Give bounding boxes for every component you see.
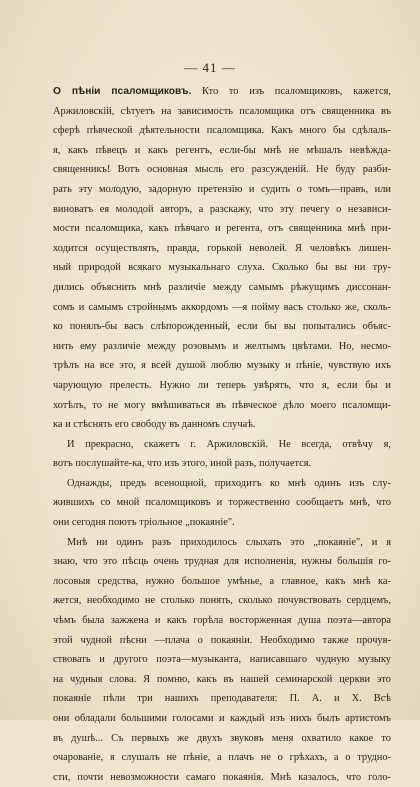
text-line-content: жется, необходимо не столько понять, сколько почувствовать сердцемъ, <box>53 595 391 607</box>
text-line <box>53 141 391 161</box>
text-line-content: сомъ и самымъ стройнымъ аккордомъ —я пойму васъ столько же, сколь- <box>53 301 391 313</box>
text-line <box>53 356 391 376</box>
text-line <box>53 337 391 357</box>
text-line <box>53 219 391 239</box>
text-line-content: чарующую прелесть. Нужно ли теперь увѣрять, что я, если бы и <box>53 379 391 391</box>
text-line-content: Аржиловскій, сѣтуетъ на зависимость псаломщика отъ священника въ <box>53 105 391 117</box>
text-line-content: жившихъ со мной псаломщиковъ и торжественно сообщаетъ мнѣ, что <box>53 497 391 509</box>
text-line-content: дились объяснить мнѣ различіе между самымъ рѣжущимъ диссонан- <box>53 281 391 293</box>
text-line-content: въ душѣ... Съ первыхъ же двухъ звуковъ меня охватило какое то <box>53 732 391 744</box>
text-line-content: нить ему различіе между розовымъ и желтымъ цвѣтами. Но, несмо- <box>53 340 391 352</box>
text-line-content: Однажды, предъ всенощной, приходитъ ко мнѣ одинъ изъ слу- <box>67 477 391 489</box>
text-line <box>53 513 391 533</box>
text-line <box>53 709 391 729</box>
text-line <box>53 552 391 572</box>
text-line-content: я, какъ пѣвецъ и какъ регентъ, если-бы мнѣ не мѣшалъ невѣжда- <box>53 144 391 156</box>
text-line-content: сферѣ пѣвческой дѣятельности псаломщика. Какъ много бы сдѣлаль- <box>53 125 391 137</box>
text-line <box>53 239 391 259</box>
text-line-content: И прекрасно, скажетъ г. Аржиловскій. Не всегда, отвѣчу я, <box>67 438 391 450</box>
page-number: — 41 — <box>184 60 236 75</box>
text-line <box>53 415 391 435</box>
text-line-content: сти, почти невозможности самаго покаянія. Мнѣ казалось, что голо- <box>53 771 391 783</box>
text-line-content: виноватъ ея молодой авторъ, а разскажу, что эту печегу о независи- <box>53 203 391 215</box>
text-line <box>53 611 391 631</box>
text-line <box>53 376 391 396</box>
text-line <box>53 729 391 749</box>
text-line <box>53 121 391 141</box>
text-line <box>53 200 391 220</box>
text-line <box>53 533 391 553</box>
text-line <box>53 493 391 513</box>
text-line <box>53 748 391 768</box>
text-line <box>53 474 391 494</box>
text-line-content: мости псаломщика, какъ пѣвчаго и регента, отъ священника мнѣ при- <box>53 223 391 235</box>
text-line-content: ко понялъ-бы васъ слѣпорожденный, если бы вы попытались объяс- <box>53 321 391 333</box>
text-line-content: лосовыя средства, нужно большое умѣнье, а главное, какъ мнѣ ка- <box>53 575 391 587</box>
text-line-content: Мнѣ ни одинъ разъ приходилось слыхать это „покаяніе", и я <box>67 536 391 548</box>
text-line-content: знаю, что это пѣсць очень трудная для исполненія, нужны большія го- <box>53 556 391 568</box>
text-line-content: трѣлъ на все это, я всей душой люблю музыку и пѣніе, чувствую ихъ <box>53 360 391 372</box>
text-line <box>53 82 391 102</box>
text-line-content: ходится осуществлять, правда, горькой неволей. Я человѣкъ лишен- <box>53 242 391 254</box>
text-line-content: священникъ! Вотъ основная мысль его разсужденій. Не буду разби- <box>53 164 391 176</box>
text-line <box>53 278 391 298</box>
text-line-content: рать эту молодую, задорную претензію и судить о томъ—правъ, или <box>53 183 391 195</box>
article-heading: О пѣніи псаломщиковъ. <box>53 86 192 97</box>
text-line <box>53 396 391 416</box>
text-line-content: они сегодня поютъ трiольное „покаяніе". <box>53 517 235 529</box>
text-line <box>53 298 391 318</box>
text-line <box>53 180 391 200</box>
text-line <box>53 454 391 474</box>
text-line-content: очарованіе, я слушалъ не пѣніе, а плачъ не о грѣхахъ, а о трудно- <box>53 752 391 764</box>
text-line <box>53 317 391 337</box>
text-line <box>53 572 391 592</box>
text-line-content: ный природой всякаго музыкальнаго слуха. Сколько бы вы ни тру- <box>53 262 391 274</box>
text-line <box>53 650 391 670</box>
text-line-content: они обладали большими голосами и каждый изъ нихъ былъ артистомъ <box>53 713 391 724</box>
text-line <box>53 631 391 651</box>
text-line-content: этой чудной пѣсни —плача о покаяніи. Необходимо также прочув- <box>53 634 391 646</box>
text-line <box>53 160 391 180</box>
text-line-content: на чудныя слова. Я помню, какъ въ нашей семинарской церкви это <box>53 673 391 685</box>
text-line <box>53 435 391 455</box>
text-line-content: ка и стѣснять его свободу въ данномъ случаѣ. <box>53 419 256 431</box>
text-line-content: Кто то изъ псаломщиковъ, кажется, <box>191 86 391 97</box>
text-line-content: ствовать и другого поэта—музыканта, написавшаго чудную музыку <box>53 654 391 666</box>
text-line-content: чѣмъ была зажжена и какъ горѣла восторженная душа поэта—автора <box>53 615 391 627</box>
text-line-content: покаяніе пѣли три нашихъ преподавателя: П. А. и Х. Всѣ <box>53 693 391 705</box>
text-line <box>53 102 391 122</box>
text-line <box>53 670 391 690</box>
text-line-content: вотъ послушайте-ка, что изъ этого, иной разъ, получается. <box>53 458 312 470</box>
body-text <box>53 82 391 787</box>
text-line <box>53 591 391 611</box>
text-line-content: хотѣлъ, то не могу вмѣшиваться въ пѣвческое дѣло моего псаломщи- <box>53 399 391 411</box>
text-line <box>53 258 391 278</box>
text-line <box>53 768 391 787</box>
text-line <box>53 689 391 709</box>
